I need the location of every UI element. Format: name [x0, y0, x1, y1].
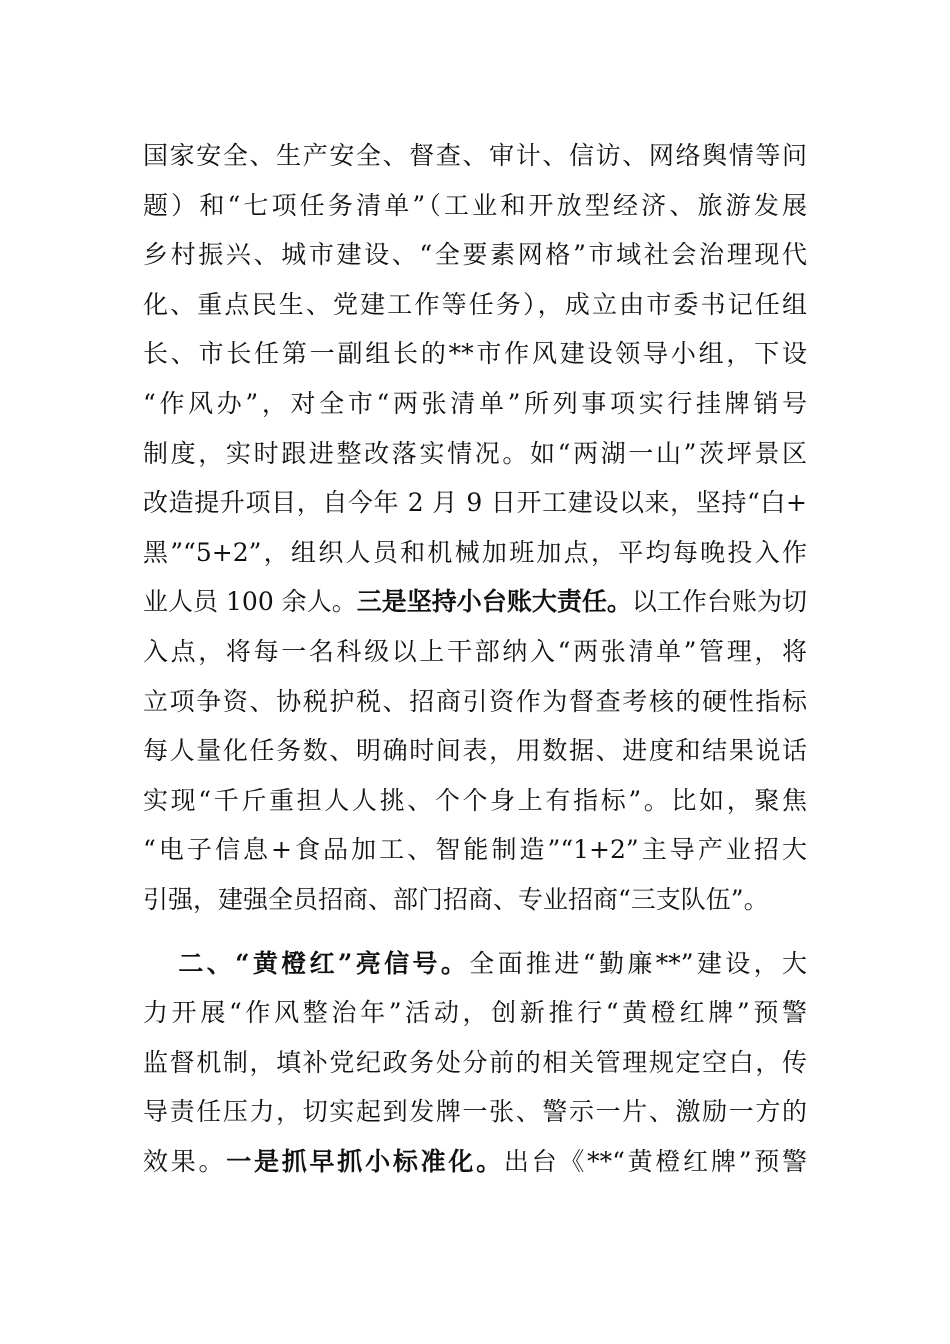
text-line: 国家安全、生产安全、督查、审计、信访、网络舆情等问 [143, 141, 807, 170]
bold-heading-1: 一是抓早抓小标准化。 [226, 1146, 504, 1176]
text-line: 监督机制，填补党纪政务处分前的相关管理规定空白，传 [143, 1047, 807, 1077]
text-line: 化、重点民生、党建工作等任务），成立由市委书记任组 [143, 289, 807, 319]
text-line: 制度，实时跟进整改落实情况。如“两湖一山”茨坪景区 [143, 438, 807, 468]
text-line: 效果。一是抓早抓小标准化。出台《**“黄橙红牌”预警 [143, 1146, 807, 1176]
text-line: “电子信息+食品加工、智能制造”“1+2”主导产业招大 [143, 835, 807, 865]
text-line: 乡村振兴、城市建设、“全要素网格”市域社会治理现代 [143, 240, 807, 270]
bold-heading-3: 三是坚持小台账大责任。 [356, 587, 632, 617]
text-line: 长、市长任第一副组长的**市作风建设领导小组，下设 [143, 339, 807, 369]
text-line: 题）和“七项任务清单”（工业和开放型经济、旅游发展 [143, 190, 807, 220]
text-line: “作风办”，对全市“两张清单”所列事项实行挂牌销号 [143, 388, 807, 418]
text-line: 力开展“作风整治年”活动，创新推行“黄橙红牌”预警 [143, 998, 807, 1028]
paragraph-1 [143, 131, 807, 925]
paragraph-spacer [143, 925, 807, 939]
section-heading-2: 二、“黄橙红”亮信号。 [175, 948, 470, 978]
text-line: 立项争资、协税护税、招商引资作为督查考核的硬性指标 [143, 686, 807, 716]
text-line: 实现“千斤重担人人挑、个个身上有指标”。比如，聚焦 [143, 785, 807, 815]
text-line: 每人量化任务数、明确时间表，用数据、进度和结果说话 [143, 736, 807, 766]
text-line: 改造提升项目，自今年 2 月 9 日开工建设以来，坚持“白+ [143, 488, 807, 518]
text-line: 黑”“5+2”，组织人员和机械加班加点，平均每晚投入作 [143, 537, 807, 567]
text-line: 引强，建强全员招商、部门招商、专业招商“三支队伍”。 [143, 884, 769, 914]
document-body [143, 131, 807, 1186]
text-line: 入点，将每一名科级以上干部纳入“两张清单”管理，将 [143, 636, 807, 666]
text-line: 导责任压力，切实起到发牌一张、警示一片、激励一方的 [143, 1097, 807, 1127]
paragraph-2 [143, 939, 807, 1187]
text-line: 二、“黄橙红”亮信号。全面推进“勤廉**”建设，大 [175, 948, 808, 978]
text-line: 业人员 100 余人。三是坚持小台账大责任。以工作台账为切 [143, 587, 807, 617]
